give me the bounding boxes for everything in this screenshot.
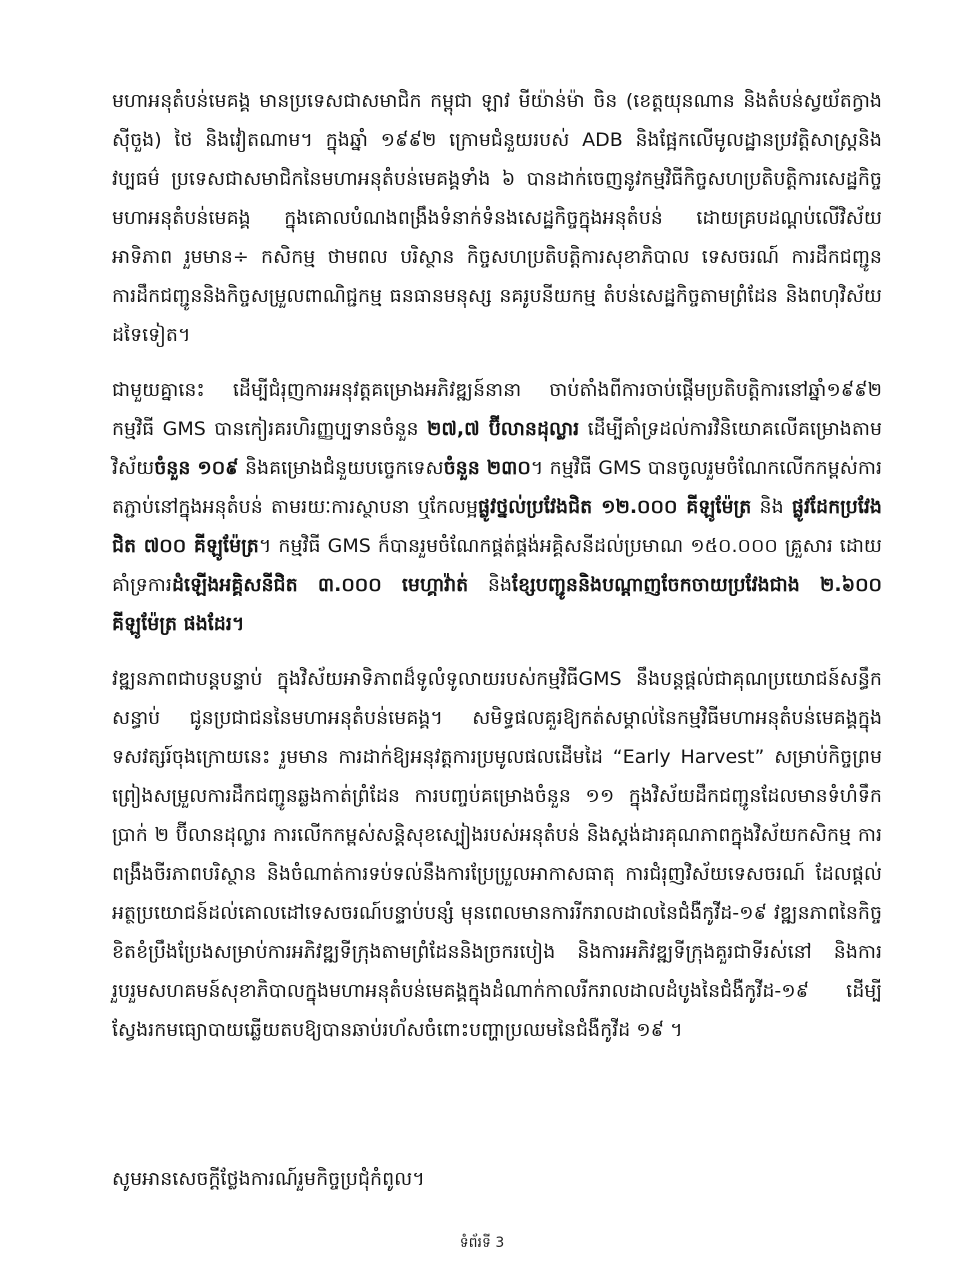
bold-text-run: ផ្លូវថ្នល់ប្រវែងជិត ១២.០០០ គីឡូម៉ែត្រ <box>478 496 752 518</box>
text-run: ។ កម្មវិធី GMS ក៏បានរួមចំណែកផ្គត់ផ្គង់អគ្គិសនីដល់ប្រមាណ ១៥០.០០០ គ្រួសារ ដោយគាំទ្រការ <box>112 535 883 596</box>
document-body <box>112 82 882 1066</box>
text-run: និង <box>751 496 792 518</box>
paragraph-1 <box>112 82 882 355</box>
bold-text-run: ដំឡើងអគ្គិសនីជិត ៣.០០០ មេហ្គាវ៉ាត់ <box>171 574 469 596</box>
bold-text-run: ចំនួន ២៣០ <box>443 457 531 479</box>
bold-text-run: ខ្សែបញ្ជូននិងបណ្ដាញចែកចាយប្រវែងជាង ២.៦០០ គីឡូម៉ែត្រ ផងដែរ។ <box>112 574 882 635</box>
closing-line: សូមអានសេចក្តីថ្លែងការណ៍រួមកិច្ចប្រជុំកំពូល។ <box>112 1168 425 1190</box>
text-run: មហាអនុតំបន់មេគង្គ មានប្រទេសជាសមាជិក កម្ពុជា ឡាវ មីយ៉ាន់ម៉ា ចិន (ខេត្តយុនណាន និងតំបន់ស្វយ័តក្វាងស៊ីចួង) ថៃ និងវៀតណាម។ ក្នុងឆ្នាំ ១៩៩២ ក្រោមជំនួយរបស់ ADB និងផ្អែកលើមូលដ្ឋានប្រវត្តិសាស្ត្រនិងវប្បធម៌ ប្រទេសជាសមាជិកនៃមហាអនុតំបន់មេគង្គទាំង ៦ បានដាក់ចេញនូវកម្មវិធីកិច្ចសហប្រតិបត្តិការសេដ្ឋកិច្ចមហាអនុតំបន់មេគង្គ ក្នុងគោលបំណងពង្រឹងទំនាក់ទំនងសេដ្ឋកិច្ចក្នុងអនុតំបន់ ដោយគ្របដណ្ដប់លើវិស័យអាទិភាព រួមមាន÷ កសិកម្ម ថាមពល បរិស្ថាន កិច្ចសហប្រតិបត្តិការសុខាភិបាល ទេសចរណ៍ ការដឹកជញ្ជូន ការដឹកជញ្ជូននិងកិច្ចសម្រួលពាណិជ្ជកម្ម ធនធានមនុស្ស នគរូបនីយកម្ម តំបន់សេដ្ឋកិច្ចតាមព្រំដែន និងពហុវិស័យដទៃទៀត។ <box>112 90 882 346</box>
text-run: ជាមួយគ្នានេះ ដើម្បីជំរុញការអនុវត្តគម្រោងអភិវឌ្ឍន៍នានា ចាប់តាំងពីការចាប់ផ្ដើមប្រតិបត្តិការនៅឆ្នាំ១៩៩២ កម្មវិធី GMS បានកៀរគរហិរញ្ញប្បទានចំនួន <box>112 379 882 440</box>
page-number: ទំព័រទី 3 <box>459 1235 505 1251</box>
bold-text-run: ២៧,៧ ប៊ីលានដុល្លារ <box>426 418 580 440</box>
text-run: វឌ្ឍនភាពជាបន្តបន្ទាប់ ក្នុងវិស័យអាទិភាពដ៏ទូលំទូលាយរបស់កម្មវិធីGMS នឹងបន្តផ្ដល់ជាគុណប្រយោជន៍សន្ធឹកសន្ធាប់ ជូនប្រជាជននៃមហាអនុតំបន់មេគង្គ។ សមិទ្ធផលគួរឱ្យកត់សម្គាល់នៃកម្មវិធីមហាអនុតំបន់មេគង្គក្នុងទសវត្សរ៍ចុងក្រោយនេះ រួមមាន ការដាក់ឱ្យអនុវត្តការប្រមូលផលដើមដៃ “Early Harvest” សម្រាប់កិច្ចព្រមព្រៀងសម្រួលការដឹកជញ្ជូនឆ្លងកាត់ព្រំដែន ការបញ្ចប់គម្រោងចំនួន ១១ ក្នុងវិស័យដឹកជញ្ជូនដែលមានទំហំទឹកប្រាក់ ២ ប៊ីលានដុល្លារ ការលើកកម្ពស់សន្តិសុខស្បៀងរបស់អនុតំបន់ និងស្តង់ដារគុណភាពក្នុងវិស័យកសិកម្ម ការពង្រឹងចីរភាពបរិស្ថាន និងចំណាត់ការទប់ទល់នឹងការប្រែប្រួលអាកាសធាតុ ការជំរុញវិស័យទេសចរណ៍ ដែលផ្ដល់អត្ថប្រយោជន៍ដល់គោលដៅទេសចរណ៍បន្ទាប់បន្សំ មុនពេលមានការរីករាលដាលនៃជំងឺកូវីដ-១៩ វឌ្ឍនភាពនៃកិច្ចខិតខំប្រឹងប្រែងសម្រាប់ការអភិវឌ្ឍទីក្រុងតាមព្រំដែននិងច្រករបៀង និងការអភិវឌ្ឍទីក្រុងគួរជាទីរស់នៅ និងការរួបរួមសហគមន៍សុខាភិបាលក្នុងមហាអនុតំបន់មេគង្គក្នុងដំណាក់កាលរីករាលដាលដំបូងនៃជំងឺកូវីដ-១៩ ដើម្បីស្វែងរកមធ្យោបាយឆ្លើយតបឱ្យបានឆាប់រហ័សចំពោះបញ្ហាប្រឈមនៃជំងឺកូវីដ ១៩ ។ <box>112 668 882 1041</box>
paragraph-2 <box>112 371 882 644</box>
text-run: និង <box>468 574 513 596</box>
text-run: ។ កម្មវិធី GMS បានចូលរួមចំណែកលើកកម្ពស់ការតភ្ជាប់នៅក្នុងអនុតំបន់ តាមរយៈការស្ថាបនា ឬកែលម្អ <box>112 457 882 518</box>
paragraph-3 <box>112 660 882 1050</box>
bold-text-run: ផ្លូវដែកប្រវែងជិត ៧០០ គីឡូម៉ែត្រ <box>112 496 882 557</box>
text-run: ដើម្បីគាំទ្រដល់ការវិនិយោគលើគម្រោងតាមវិស័យ <box>112 418 883 479</box>
text-run: និងគម្រោងជំនួយបច្ចេកទេស <box>238 457 444 479</box>
bold-text-run: ចំនួន ១០៩ <box>154 457 239 479</box>
